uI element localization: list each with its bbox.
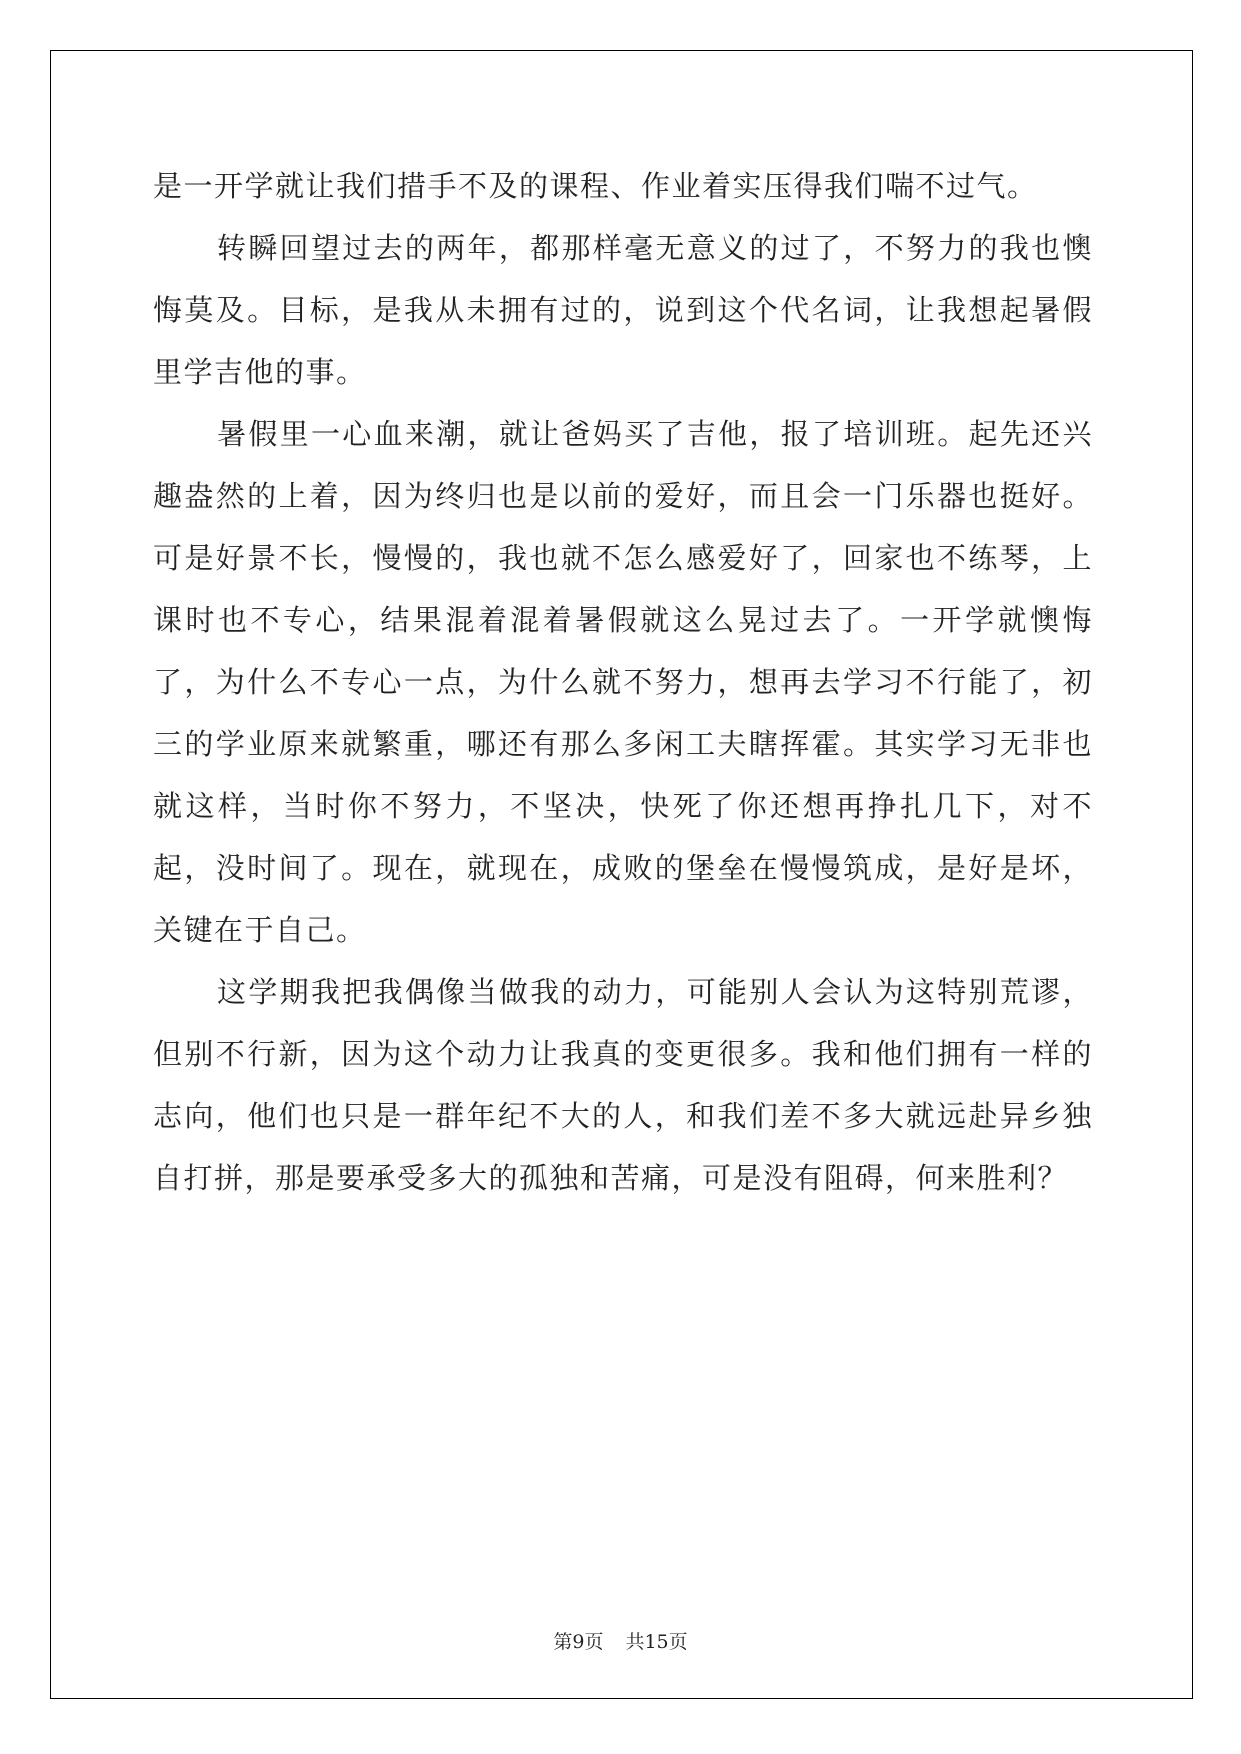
page-total: 共15页 bbox=[625, 1631, 688, 1653]
page-number: 第9页 bbox=[553, 1631, 604, 1653]
paragraph-3: 暑假里一心血来潮，就让爸妈买了吉他，报了培训班。起先还兴趣盎然的上着，因为终归也是以前的爱好，而且会一门乐器也挺好。可是好景不长，慢慢的，我也就不怎么感爱好了，回家也不练琴，上课时也不专心，结果混着混着暑假就这么晃过去了。一开学就懊悔了，为什么不专心一点，为什么就不努力，想再去学习不行能了，初三的学业原来就繁重，哪还有那么多闲工夫瞎挥霍。其实学习无非也就这样，当时你不努力，不坚决，快死了你还想再挣扎几下，对不起，没时间了。现在，就现在，成败的堡垒在慢慢筑成，是好是坏，关键在于自己。 bbox=[153, 417, 1093, 947]
paragraph-1: 是一开学就让我们措手不及的课程、作业着实压得我们喘不过气。 bbox=[153, 169, 1038, 203]
paragraph-4: 这学期我把我偶像当做我的动力，可能别人会认为这特别荒谬，但别不行新，因为这个动力让我真的变更很多。我和他们拥有一样的志向，他们也只是一群年纪不大的人，和我们差不多大就远赴异乡独自打拼，那是要承受多大的孤独和苦痛，可是没有阻碍，何来胜利？ bbox=[153, 975, 1093, 1195]
document-body bbox=[153, 155, 1093, 1209]
page-footer bbox=[0, 1627, 1241, 1654]
paragraph-2: 转瞬回望过去的两年，都那样毫无意义的过了，不努力的我也懊悔莫及。目标，是我从未拥有过的，说到这个代名词，让我想起暑假里学吉他的事。 bbox=[153, 231, 1093, 389]
